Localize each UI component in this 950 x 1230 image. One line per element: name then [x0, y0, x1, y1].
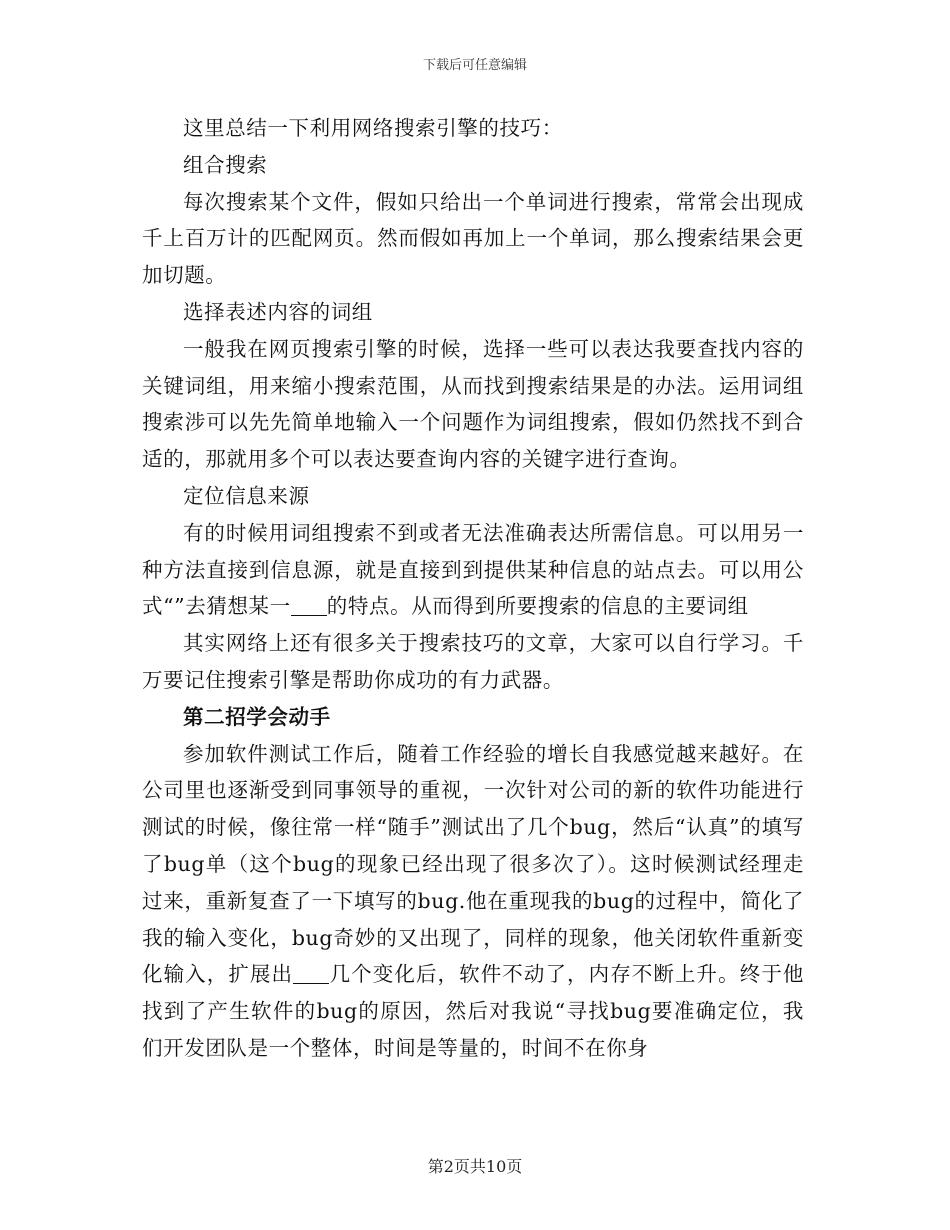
heading-text: 第二招学会动手	[183, 704, 331, 729]
paragraph-text: 的特点。从而得到所要搜索的信息的主要词组	[326, 594, 749, 619]
paragraph-text: 一般我在网页搜索引擎的时候，选择一些可以表达我要查找内容的关键词组，用来缩小搜索范围，从而找到搜索结果是的办法。运用词组搜索涉可以先先简单地输入一个问题作为词组搜索，假如仍然找不到合适的，那就用多个可以表达要查询内容的关键字进行查询。	[142, 336, 804, 472]
paragraph	[142, 625, 804, 699]
paragraph-text: 组合搜索	[183, 152, 268, 177]
page-footer: 第2页共10页	[427, 1157, 523, 1176]
paragraph	[142, 184, 804, 294]
paragraph-text: 选择表述内容的词组	[183, 299, 373, 324]
paragraph	[142, 110, 804, 147]
fill-in-blank	[293, 963, 329, 985]
fill-in-blank	[291, 595, 327, 617]
section-heading	[142, 699, 804, 736]
paragraph	[142, 515, 804, 625]
paragraph-text: 每次搜索某个文件，假如只给出一个单词进行搜索，常常会出现成千上百万计的匹配网页。然而假如再加上一个单词，那么搜索结果会更加切题。	[142, 189, 804, 288]
document-body	[142, 110, 804, 1067]
paragraph-text: 几个变化后，软件不动了，内存不断上升。终于他找到了产生软件的bug的原因，然后对我说“寻找bug要准确定位，我们开发团队是一个整体，时间是等量的，时间不在你身	[142, 962, 804, 1060]
paragraph-text: 其实网络上还有很多关于搜索技巧的文章，大家可以自行学习。千万要记住搜索引擎是帮助你成功的有力武器。	[142, 631, 804, 692]
page-header: 下载后可任意编辑	[422, 58, 527, 73]
paragraph	[142, 331, 804, 478]
paragraph-text: 有的时候用词组搜索不到或者无法准确表达所需信息。可以用另一种方法直接到信息源，就是直接到到提供某种信息的站点去。可以用公式“”去猜想某一	[142, 520, 804, 619]
section-subtitle	[142, 294, 804, 331]
section-subtitle	[142, 147, 804, 184]
section-subtitle	[142, 478, 804, 515]
paragraph-text: 定位信息来源	[183, 483, 310, 508]
paragraph-text: 这里总结一下利用网络搜索引擎的技巧：	[183, 116, 563, 140]
paragraph	[142, 736, 804, 1067]
paragraph-text: 参加软件测试工作后，随着工作经验的增长自我感觉越来越好。在公司里也逐渐受到同事领导的重视，一次针对公司的新的软件功能进行测试的时候，像往常一样“随手”测试出了几个bug，然后“认真”的填写了bug单（这个bug的现象已经出现了很多次了）。这时候测试经理走过来，重新复查了一下填写的bug.他在重现我的bug的过程中，简化了我的输入变化，bug奇妙的又出现了，同样的现象，他关闭软件重新变化输入，扩展出	[142, 741, 804, 987]
